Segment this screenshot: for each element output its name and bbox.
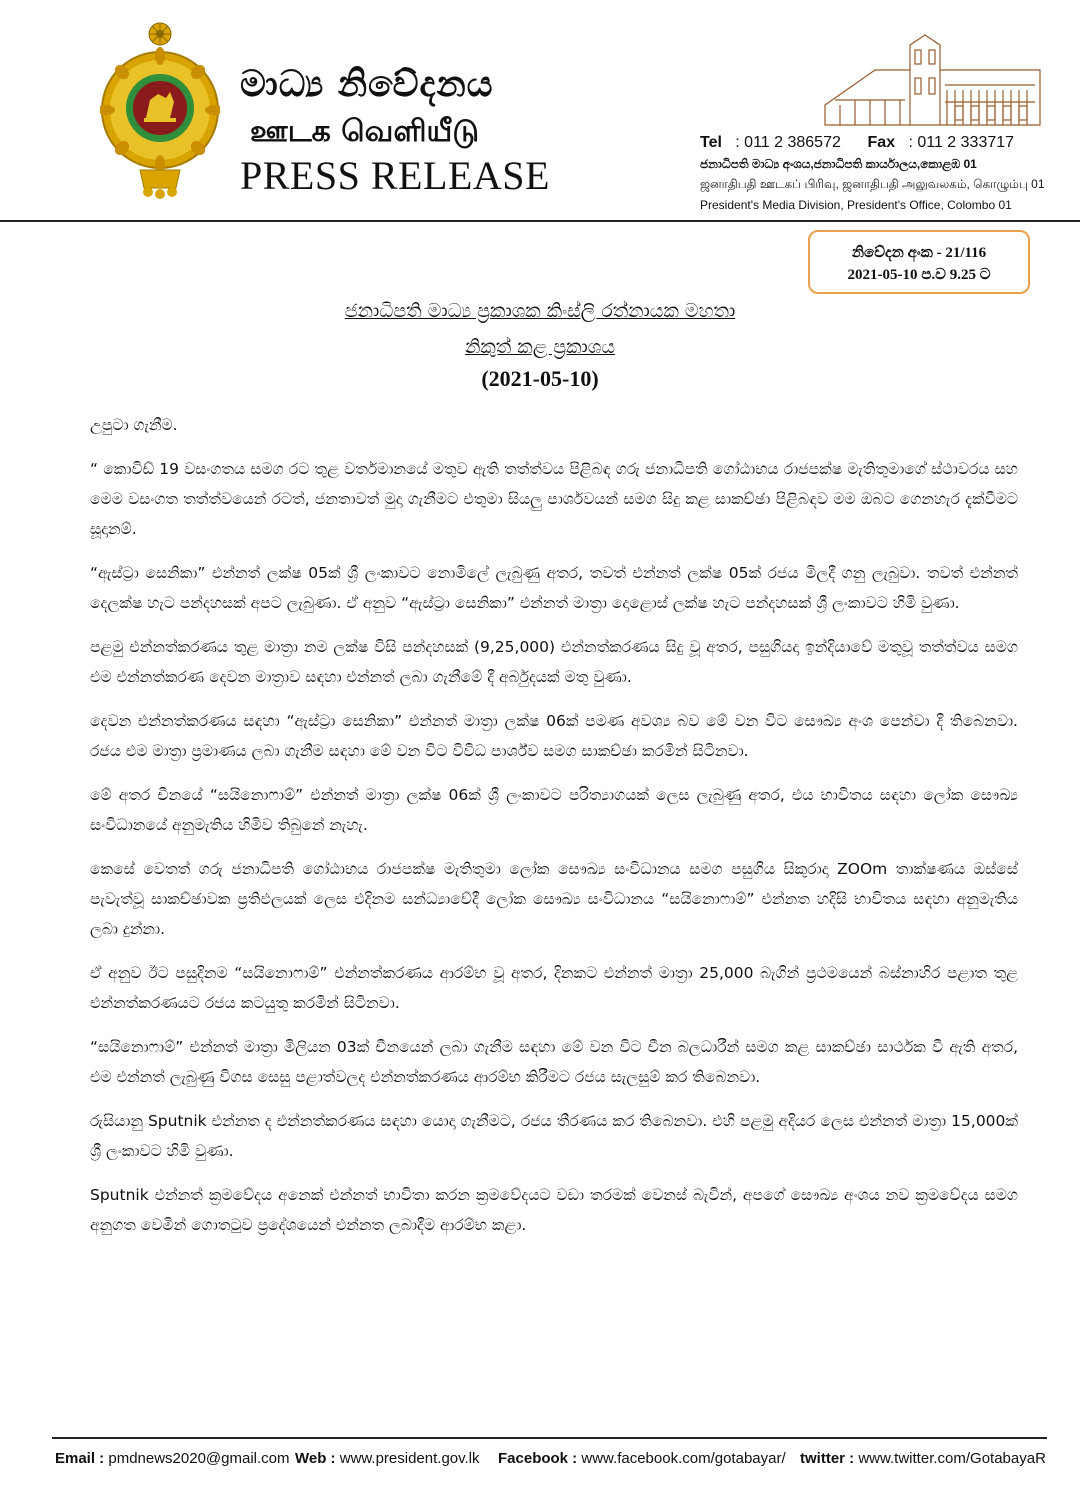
headline-line2-text: නිකුත් කළ ප්‍රකාශය (464, 336, 616, 358)
paragraph: “ඇස්ට්‍රා සෙනිකා” එන්නත් ලක්ෂ 05ක් ශ්‍රී ලංකාවට නොමිලේ ලැබුණු අතර, තවත් එන්නත් ලක්ෂ 05ක් රජය මිලදී ගනු ලැබුවා. තවත් එන්නත් දෙලක්ෂ හැට පන්දහසක් අපට ලැබුණා. ඒ අනුව “ඇස්ට්‍රා සෙනිකා” එන්නත් මාත්‍රා දොළොස් ලක්ෂ හැට පන්දහසක් ශ්‍රී ලංකාවට හිමි වුණා. (90, 564, 1018, 612)
reference-datetime: 2021-05-10 ප.ව 9.25 ට (847, 267, 991, 283)
header-divider (0, 220, 1080, 222)
address-sinhala: ජනාධිපති මාධ්‍ය අංශය,ජනාධිපති කාර්යාලය,කොළඹ 01 (700, 157, 977, 171)
facebook-label: Facebook : (498, 1450, 578, 1467)
title-tamil: ஊடக வெளியீடு (250, 114, 479, 149)
fax-value: : 011 2 333717 (908, 134, 1015, 151)
web-label: Web : (295, 1450, 336, 1467)
headline-line1-text: ජනාධිපති මාධ්‍ය ප්‍රකාශක කිංස්ලි රත්නායක මහතා (344, 300, 736, 322)
reference-number: නිවේදන අංක - 21/116 (851, 245, 987, 261)
web-link[interactable]: www.president.gov.lk (339, 1450, 480, 1467)
greeting: උපුටා ගැනීම. (90, 416, 178, 434)
email-label: Email : (55, 1450, 105, 1467)
twitter-link[interactable]: www.twitter.com/GotabayaR (858, 1450, 1046, 1467)
sri-lanka-emblem-icon (100, 20, 220, 200)
presidential-secretariat-building-icon (815, 30, 1050, 130)
paragraph: මේ අතර චීනයේ “සයිනොෆාම්” එන්නත් මාත්‍රා ලක්ෂ 06ක් ශ්‍රී ලංකාවට පරිත්‍යාගයක් ලෙස ලැබුණු අතර, එය භාවිතය සඳහා ලෝක සෞඛ්‍ය සංවිධානයේ අනුමැතිය හිමිව තිබුනේ නැහැ. (90, 786, 1018, 834)
address-english: President's Media Division, President's Office, Colombo 01 (700, 198, 1012, 212)
paragraph: දෙවන එන්නත්කරණය සඳහා “ඇස්ට්‍රා සෙනිකා” එන්නත් මාත්‍රා ලක්ෂ 06ක් පමණ අවශ්‍ය බව මේ වන විට සෞඛ්‍ය අංශ පෙන්වා දී තිබෙනවා. රජය එම මාත්‍රා ප්‍රමාණය ලබා ගැනීම සඳහා මේ වන විට විවිධ පාර්ශ්ව සමග සාකච්ඡා කරමින් සිටිනවා. (90, 712, 1018, 760)
paragraph: ඒ අනුව ඊට පසුදිනම “සයිනොෆාම්” එන්නත්කරණය ආරම්භ වූ අතර, දිනකට එන්නත් මාත්‍රා 25,000 බැගින් ප්‍රථමයෙන් බස්නාහිර පළාත තුළ එන්නත්කරණයට රජය කටයුතු කරමින් සිටිනවා. (90, 964, 1018, 1012)
tel-label: Tel (700, 134, 722, 151)
press-release-body (90, 410, 1018, 1254)
contact-block (700, 134, 1050, 212)
paragraph: කෙසේ වෙතත් ගරු ජනාධිපති ගෝඨාභය රාජපක්ෂ මැතිතුමා ලෝක සෞඛ්‍ය සංවිධානය සමග පසුගිය සිකුරාදා ZOOm තාක්ෂණය ඔස්සේ පැවැත්වූ සාකච්ඡාවක ප්‍රතිඵලයක් ලෙස එදිනම සන්ධ්‍යාවේදී ලෝක සෞඛ්‍ය සංවිධානය “සයිනොෆාම්” එන්නත හදිසි භාවිතය සඳහා අනුමැතිය ලබා දුන්නා. (90, 860, 1018, 938)
paragraph: “සයිනොෆාම්” එන්නත් මාත්‍රා මිලියන 03ක් චීනයෙන් ලබා ගැනීම සඳහා මේ වන විට චීන බලධාරීන් සමග කළ සාකච්ඡා සාර්ථක වී ඇති අතර, එම එන්නත් ලැබුණු විගස සෙසු පළාත්වලද එන්නත්කරණය ආරම්භ කිරීමට රජය සැලසුම් කර තිබෙනවා. (90, 1038, 1018, 1086)
facebook-link[interactable]: www.facebook.com/gotabayar/ (581, 1450, 786, 1467)
headline-date: (2021-05-10) (481, 366, 599, 391)
tel-value: : 011 2 386572 (735, 134, 841, 151)
fax-label: Fax (867, 134, 896, 151)
paragraph: Sputnik එන්නත් ක්‍රමවේදය අනෙක් එන්නත් භාවිතා කරන ක්‍රමවේදයට වඩා තරමක් වෙනස් බැවින්, අපගේ සෞඛ්‍ය අංශය නව ක්‍රමවේදය සමග අනුගත වෙමින් ගොතටුව ප්‍රදේශයෙන් එන්නත ලබාදීම ආරම්භ කළා. (90, 1186, 1018, 1234)
title-sinhala: මාධ්‍ය නිවේදනය (240, 64, 494, 105)
title-english: PRESS RELEASE (240, 153, 550, 198)
paragraph: පළමු එන්නත්කරණය තුළ මාත්‍රා නම ලක්ෂ විසි පන්දහසක් (9,25,000) එන්නත්කරණය සිදු වූ අතර, පසුගියදා ඉන්දියාවේ මතුවූ තත්ත්වය සමග එම එන්නත්කරණ දෙවන මාත්‍රාව සඳහා එන්නත් ලබා ගැනීමේ දී අර්බුදයක් මතු වුණා. (90, 638, 1018, 686)
email-link[interactable]: pmdnews2020@gmail.com (108, 1450, 290, 1467)
address-tamil: ஜனாதிபதி ஊடகப் பிரிவு, ஜனாதிபதி அலுவலகம், கொழும்பு 01 (700, 177, 1045, 191)
reference-box (808, 230, 1030, 294)
headline-line2 (0, 336, 1080, 358)
headline-line1 (0, 300, 1080, 322)
paragraph: “ කොවිඩ් 19 වසංගතය සමග රට තුළ වර්තමානයේ මතුව ඇති තත්ත්වය පිළිබඳ ගරු ජනාධිපති ගෝඨාභය රාජපක්ෂ මැතිතුමාගේ ස්ථාවරය සහ මෙම වසංගත තත්ත්වයෙන් රටත්, ජනතාවත් මුදා ගැනීමට එතුමා සියලු පාර්ශවයන් සමග සිදු කළ සාකච්ඡා පිළිබඳව මම ඔබට ගෙනහැර දැක්වීමට සූදානම්. (90, 460, 1018, 538)
paragraph: රුසියානු Sputnik එන්නත ද එන්නත්කරණය සඳහා යොදා ගැනීමට, රජය තීරණය කර තිබෙනවා. එහි පළමු අදියර ලෙස එන්නත් මාත්‍රා 15,000ක් ශ්‍රී ලංකාවට හිමි වුණා. (90, 1112, 1018, 1160)
twitter-label: twitter : (800, 1450, 855, 1467)
footer-divider (52, 1437, 1047, 1439)
